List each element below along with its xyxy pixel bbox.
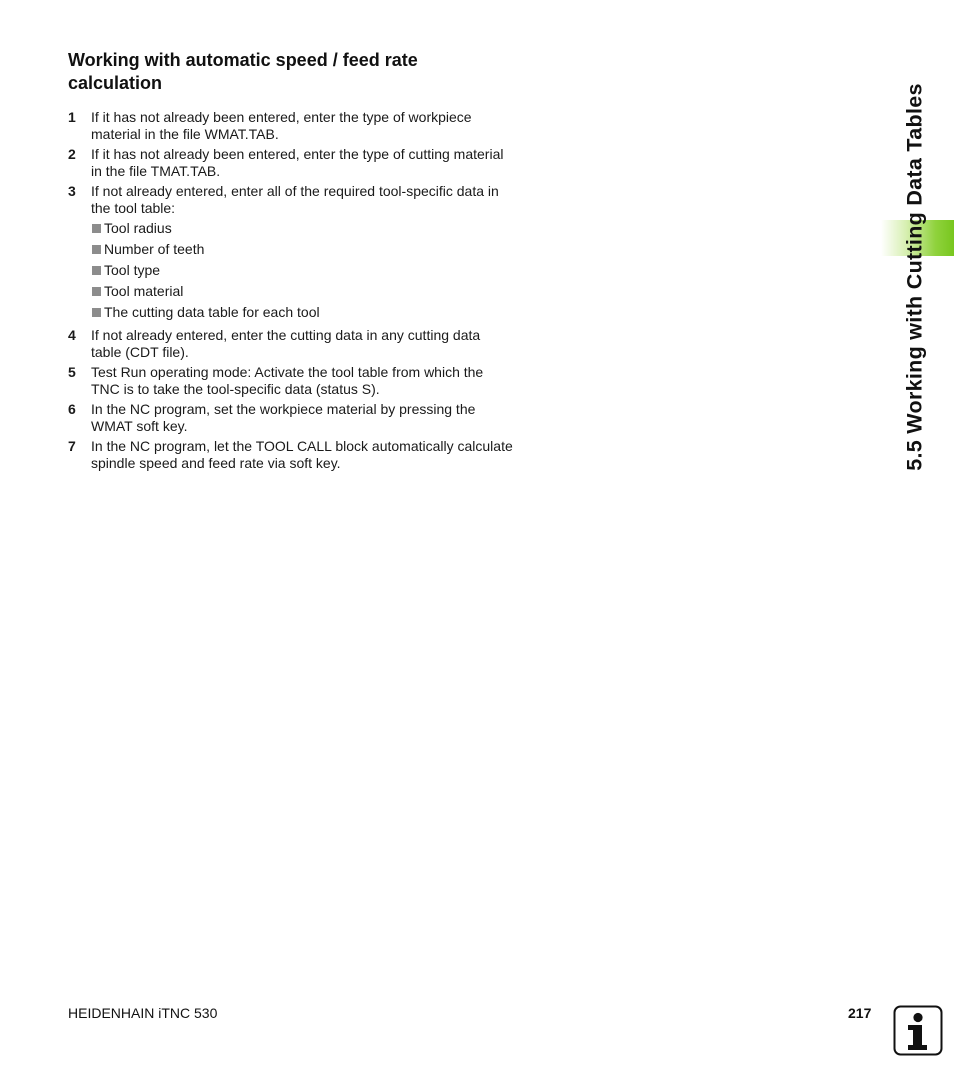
sublist-item [91, 283, 514, 300]
sublist-item-text: Number of teeth [104, 241, 205, 257]
step-number: 7 [68, 438, 76, 454]
step-number: 1 [68, 109, 76, 125]
list-item [68, 401, 514, 434]
step-text: If it has not already been entered, enter the type of workpiece material in the file WMAT.TAB. [91, 109, 472, 142]
sublist-item-text: Tool material [104, 283, 184, 299]
square-bullet-icon [92, 224, 101, 233]
info-icon [893, 1005, 943, 1056]
step-number: 4 [68, 327, 76, 343]
page-number: 217 [848, 1005, 872, 1021]
sublist-item-text: Tool type [104, 262, 161, 278]
list-item [68, 109, 514, 142]
tool-data-sublist [91, 220, 514, 321]
sublist-item-text: Tool radius [104, 220, 172, 236]
sublist-item-text: The cutting data table for each tool [104, 304, 320, 320]
step-number: 5 [68, 364, 76, 380]
sublist-item [91, 220, 514, 237]
list-item [68, 183, 514, 321]
step-text: If not already entered, enter the cutting data in any cutting data table (CDT file). [91, 327, 481, 360]
list-item [68, 327, 514, 360]
sublist-item [91, 262, 514, 279]
step-text: In the NC program, set the workpiece material by pressing the WMAT soft key. [91, 401, 476, 434]
list-item [68, 146, 514, 179]
square-bullet-icon [92, 245, 101, 254]
step-text: If it has not already been entered, enter the type of cutting material in the file TMAT.TAB. [91, 146, 504, 179]
steps-list [68, 109, 514, 475]
square-bullet-icon [92, 266, 101, 275]
square-bullet-icon [92, 308, 101, 317]
step-text: In the NC program, let the TOOL CALL block automatically calculate spindle speed and feed rate via soft key. [91, 438, 513, 471]
square-bullet-icon [92, 287, 101, 296]
step-number: 2 [68, 146, 76, 162]
step-text: Test Run operating mode: Activate the tool table from which the TNC is to take the tool-specific data (status S). [91, 364, 484, 397]
sublist-item [91, 304, 514, 321]
sublist-item [91, 241, 514, 258]
section-heading: Working with automatic speed / feed rate calculation [68, 50, 418, 93]
list-item [68, 438, 514, 471]
chapter-title: 5.5 Working with Cutting Data Tables [902, 83, 927, 471]
step-number: 6 [68, 401, 76, 417]
step-number: 3 [68, 183, 76, 199]
chapter-sidebar [895, 50, 935, 505]
list-item [68, 364, 514, 397]
step-text: If not already entered, enter all of the required tool-specific data in the tool table: [91, 183, 499, 216]
manual-name: HEIDENHAIN iTNC 530 [68, 1005, 218, 1021]
